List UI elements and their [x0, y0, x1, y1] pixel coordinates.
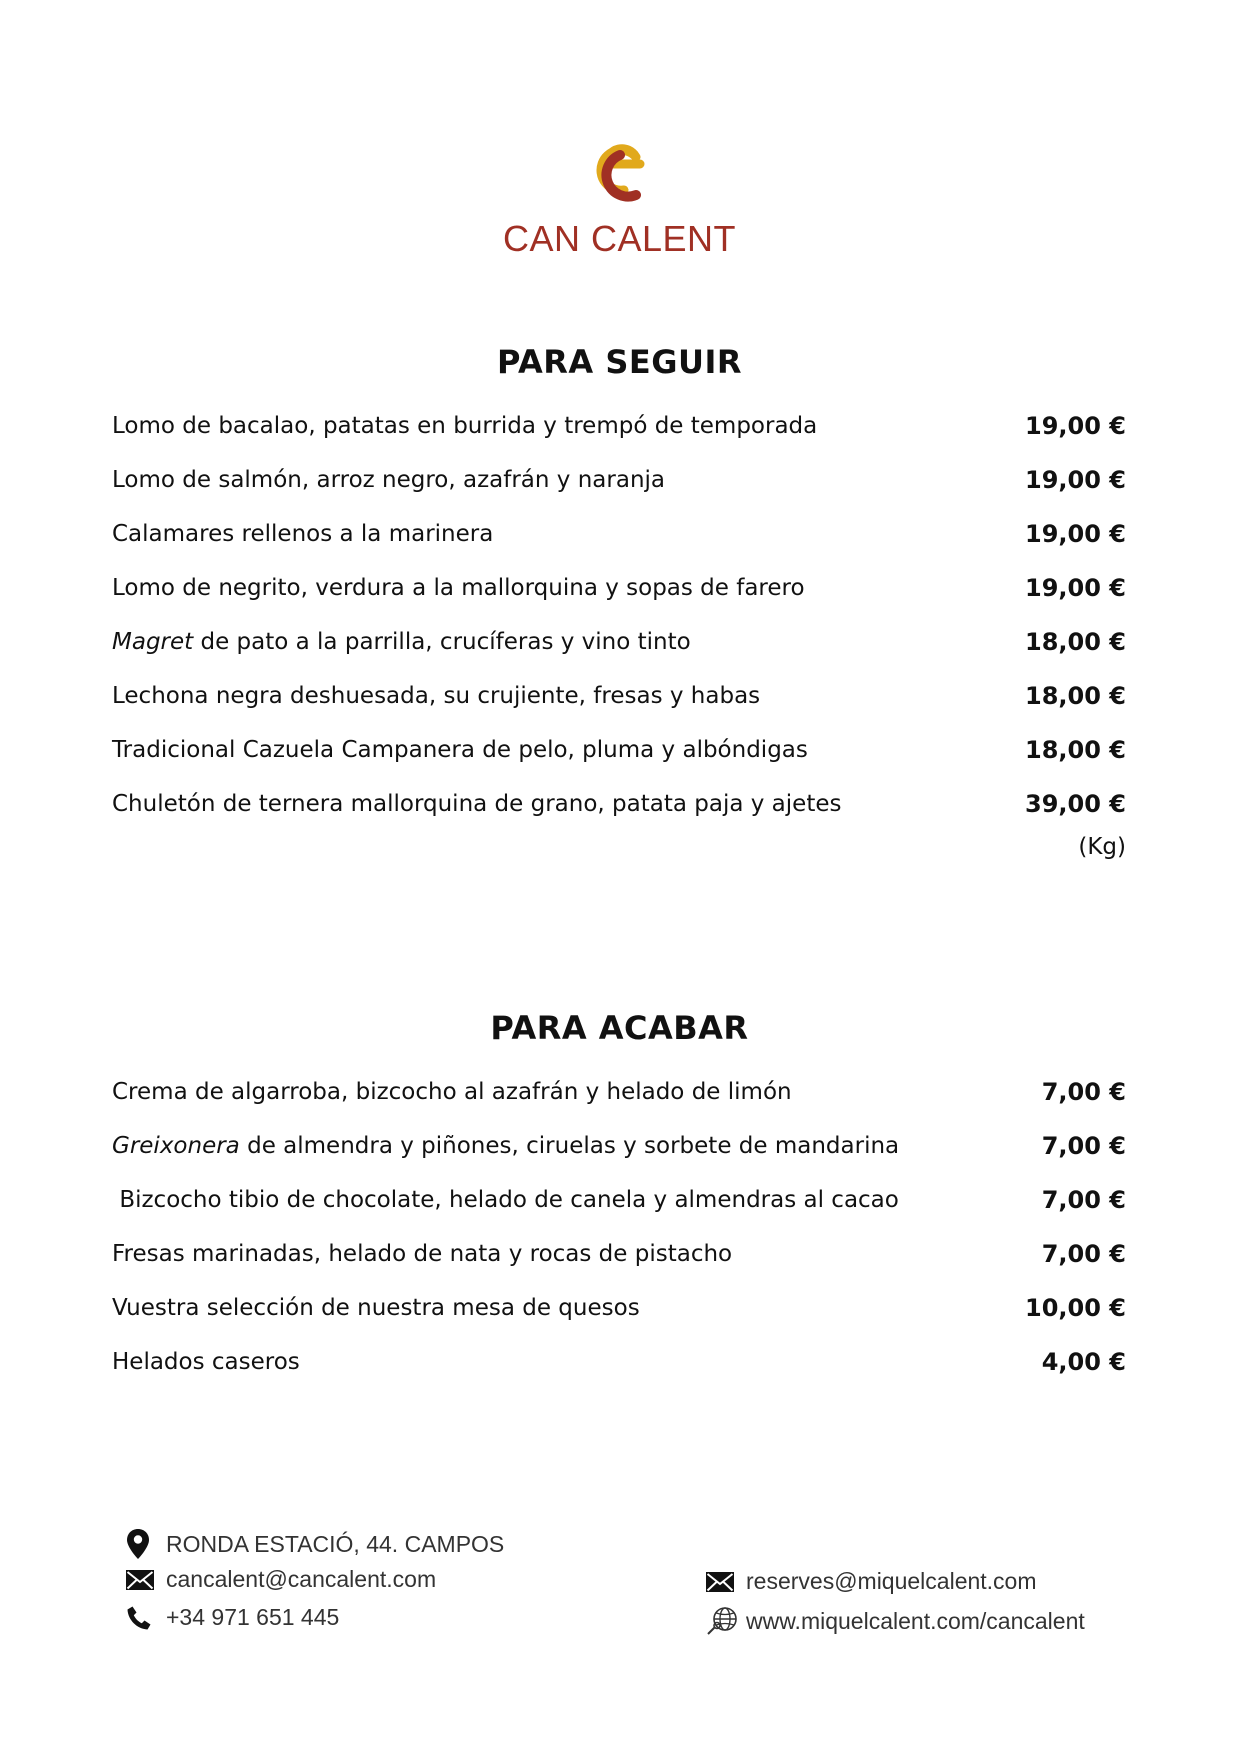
dish-name: [112, 507, 493, 561]
dish-price: 19,00 €: [1025, 574, 1126, 602]
dish-description: de pato a la parrilla, crucíferas y vino tinto: [193, 629, 691, 655]
dish-name: [112, 1227, 732, 1281]
footer-email[interactable]: [126, 1566, 436, 1593]
dish-name: [112, 399, 817, 453]
dish-name: [112, 1335, 300, 1389]
menu-item: [112, 1227, 1126, 1281]
menu-item: [112, 723, 1126, 777]
menu-item: [112, 669, 1126, 723]
menu-item: [112, 561, 1126, 615]
dish-description: Tradicional Cazuela Campanera de pelo, pluma y albóndigas: [112, 737, 808, 763]
envelope-icon: [126, 1570, 154, 1590]
dish-name: [112, 669, 760, 723]
section-title-para-seguir: PARA SEGUIR: [496, 343, 743, 381]
menu-item: [112, 507, 1126, 561]
dish-name: [112, 1281, 640, 1335]
dish-name: [112, 1119, 899, 1173]
footer-website[interactable]: [706, 1606, 1085, 1636]
phone-number[interactable]: +34 971 651 445: [166, 1604, 340, 1630]
menu-item: [112, 1065, 1126, 1119]
dish-price: 7,00 €: [1041, 1240, 1126, 1268]
dish-description: Calamares rellenos a la marinera: [112, 521, 494, 547]
menu-list-para-acabar: [112, 1065, 1126, 1389]
dish-price: 7,00 €: [1041, 1186, 1126, 1214]
dish-description: Helados caseros: [112, 1349, 300, 1375]
restaurant-name: CAN CALENT: [502, 218, 737, 259]
email-link[interactable]: cancalent@cancalent.com: [166, 1566, 437, 1592]
dish-name: [112, 723, 808, 777]
dish-description: Lomo de bacalao, patatas en burrida y trempó de temporada: [112, 413, 818, 439]
dish-price: 7,00 €: [1041, 1132, 1126, 1160]
logo-swirl-icon: [580, 124, 660, 210]
menu-item: [112, 1173, 1126, 1227]
dish-description: Lechona negra deshuesada, su crujiente, fresas y habas: [112, 683, 761, 709]
dish-price: 39,00 €: [1025, 790, 1126, 818]
dish-price: 4,00 €: [1041, 1348, 1126, 1376]
dish-description: de almendra y piñones, ciruelas y sorbete de mandarina: [239, 1133, 900, 1159]
dish-price: 19,00 €: [1025, 412, 1126, 440]
reservations-email-link[interactable]: reserves@miquelcalent.com: [746, 1568, 1037, 1594]
price-unit: (Kg): [1078, 834, 1126, 860]
globe-icon: [706, 1606, 740, 1636]
dish-price: 19,00 €: [1025, 520, 1126, 548]
dish-price: 7,00 €: [1041, 1078, 1126, 1106]
dish-name: [112, 453, 665, 507]
restaurant-logo: [0, 124, 1239, 260]
footer-phone[interactable]: [126, 1604, 339, 1631]
dish-description: Lomo de salmón, arroz negro, azafrán y naranja: [112, 467, 665, 493]
dish-italic-name: Greixonera: [112, 1133, 240, 1159]
menu-list-para-seguir: [112, 399, 1126, 860]
website-link[interactable]: www.miquelcalent.com/cancalent: [746, 1607, 1085, 1634]
dish-price: 18,00 €: [1025, 682, 1126, 710]
menu-item: [112, 399, 1126, 453]
envelope-icon: [706, 1572, 734, 1592]
location-pin-icon: [126, 1528, 150, 1560]
dish-italic-name: Magret: [112, 629, 194, 655]
dish-name: [112, 1173, 899, 1227]
dish-name: [112, 1065, 792, 1119]
menu-item: [112, 453, 1126, 507]
dish-price: 10,00 €: [1025, 1294, 1126, 1322]
dish-description: Chuletón de ternera mallorquina de grano, patata paja y ajetes: [112, 791, 842, 817]
dish-description: Crema de algarroba, bizcocho al azafrán y helado de limón: [112, 1079, 792, 1105]
menu-item: [112, 777, 1126, 860]
footer-reservations[interactable]: [706, 1568, 1037, 1595]
dish-price: 18,00 €: [1025, 628, 1126, 656]
section-title-para-acabar: PARA ACABAR: [490, 1009, 749, 1047]
dish-description: Fresas marinadas, helado de nata y rocas de pistacho: [112, 1241, 733, 1267]
footer-address: [126, 1528, 504, 1560]
menu-item: [112, 1335, 1126, 1389]
menu-item: [112, 1281, 1126, 1335]
dish-description: Lomo de negrito, verdura a la mallorquina y sopas de farero: [112, 575, 805, 601]
phone-icon: [126, 1605, 152, 1631]
dish-price: 19,00 €: [1025, 466, 1126, 494]
menu-item: [112, 1119, 1126, 1173]
dish-name: [112, 615, 691, 669]
dish-name: [112, 777, 841, 831]
address-text: RONDA ESTACIÓ, 44. CAMPOS: [166, 1530, 505, 1557]
dish-price: 18,00 €: [1025, 736, 1126, 764]
dish-name: [112, 561, 805, 615]
menu-item: [112, 615, 1126, 669]
dish-description: Vuestra selección de nuestra mesa de quesos: [112, 1295, 640, 1321]
dish-description: Bizcocho tibio de chocolate, helado de canela y almendras al cacao: [119, 1187, 899, 1213]
